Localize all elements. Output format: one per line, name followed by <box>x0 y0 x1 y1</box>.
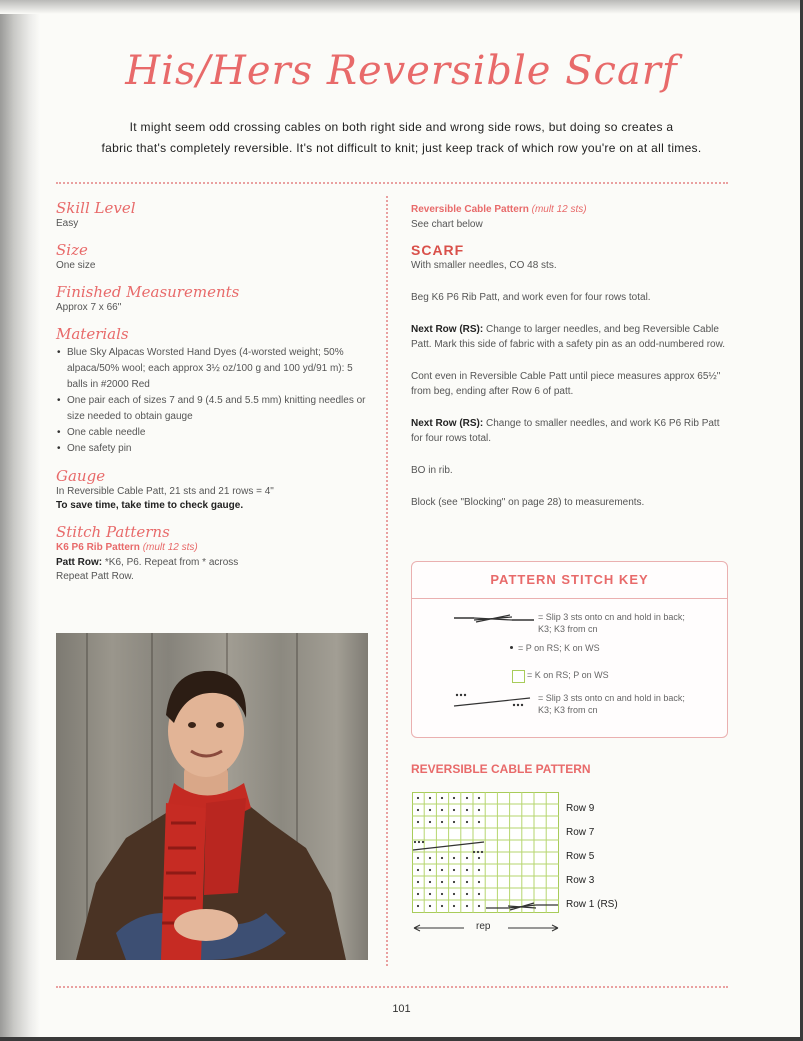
size-heading: Size <box>56 241 88 259</box>
patt-row <box>56 555 376 570</box>
skill-value: Easy <box>56 218 79 229</box>
size-value: One size <box>56 260 96 271</box>
key-item-2: = P on RS; K on WS <box>518 643 600 653</box>
scarf-p3-label: Next Row (RS): <box>411 324 484 335</box>
measurements-heading: Finished Measurements <box>56 283 240 301</box>
scarf-p4: Cont even in Reversible Cable Patt until piece measures approx 65½" from beg, ending after Row 6 of patt. <box>411 371 721 397</box>
materials-heading: Materials <box>56 325 129 343</box>
key-item-3: = K on RS; P on WS <box>527 670 609 680</box>
chart-row-label: Row 1 (RS) <box>566 899 618 910</box>
page-edge-bottom <box>0 1037 803 1041</box>
scarf-heading: SCARF <box>411 242 465 258</box>
scarf-p5-label: Next Row (RS): <box>411 418 484 429</box>
see-chart-text: See chart below <box>411 219 483 230</box>
gauge-note: To save time, take time to check gauge. <box>56 500 244 511</box>
patt-row-label: Patt Row: <box>56 557 103 568</box>
knit-square-icon <box>512 670 525 683</box>
k6p6-mult: (mult 12 sts) <box>142 542 198 553</box>
materials-item: • One cable needle <box>67 425 376 441</box>
scarf-p3 <box>411 322 729 352</box>
top-divider <box>56 182 728 184</box>
left-column <box>56 199 376 584</box>
page-top-shadow <box>0 0 803 14</box>
rep-label: rep <box>476 921 491 932</box>
stitch-key-heading: PATTERN STITCH KEY <box>412 562 727 599</box>
measurements-value: Approx 7 x 66" <box>56 302 122 313</box>
materials-list <box>56 345 376 457</box>
cable-right-symbol-icon <box>452 612 537 626</box>
intro-line-2: fabric that's completely reversible. It's not difficult to knit; just keep track of which row you're on at all times. <box>101 141 702 155</box>
scarf-p5 <box>411 416 729 446</box>
chart-row-label: Row 7 <box>566 827 595 838</box>
cable-left-symbol-icon <box>452 690 537 712</box>
skill-heading: Skill Level <box>56 199 136 217</box>
intro-text <box>60 117 743 159</box>
purl-dot-icon <box>510 646 513 649</box>
materials-item: • One pair each of sizes 7 and 9 (4.5 and 5.5 mm) knitting needles or size needed to obtain gauge <box>67 393 376 425</box>
right-column <box>411 203 729 510</box>
scarf-p3-text: Change to larger needles, and beg Reversible Cable Patt. Mark this side of fabric with a safety pin as an odd-numbered row. <box>411 324 726 350</box>
model-figure <box>56 633 368 960</box>
key-item-4: = Slip 3 sts onto cn and hold in back; K3; K3 from cn <box>538 693 685 715</box>
k6p6-title <box>56 541 376 555</box>
key-item-1: = Slip 3 sts onto cn and hold in back; K3; K3 from cn <box>538 612 685 634</box>
page-number: 101 <box>392 1003 411 1015</box>
chart-row-label: Row 9 <box>566 803 595 814</box>
k6p6-title-text: K6 P6 Rib Pattern <box>56 542 140 553</box>
cable-chart-grid <box>412 792 560 914</box>
chart-row-label: Row 5 <box>566 851 595 862</box>
rev-cable-title <box>411 203 729 217</box>
materials-item: • Blue Sky Alpacas Worsted Hand Dyes (4-worsted weight; 50% alpaca/50% wool; each approx 3½ oz/100 g and 100 yd/91 m): 5 balls in #2000 Red <box>67 345 376 393</box>
scarf-p7: Block (see "Blocking" on page 28) to measurements. <box>411 497 645 508</box>
intro-line-1: It might seem odd crossing cables on both right side and wrong side rows, but doing so creates a <box>129 120 674 134</box>
scarf-p2: Beg K6 P6 Rib Patt, and work even for four rows total. <box>411 292 651 303</box>
model-photo <box>56 633 368 960</box>
rev-cable-title-text: Reversible Cable Pattern <box>411 204 529 215</box>
gauge-heading: Gauge <box>56 467 106 485</box>
patt-row-text: *K6, P6. Repeat from * across <box>104 557 239 568</box>
page-spine-shadow <box>0 0 40 1041</box>
stitch-patterns-heading: Stitch Patterns <box>56 523 170 541</box>
page-title: His/Hers Reversible Scarf <box>125 48 678 94</box>
chart-row-label: Row 3 <box>566 875 595 886</box>
repeat-text: Repeat Patt Row. <box>56 571 134 582</box>
scarf-p1: With smaller needles, CO 48 sts. <box>411 260 557 271</box>
bottom-divider <box>56 986 728 988</box>
gauge-value: In Reversible Cable Patt, 21 sts and 21 rows = 4" <box>56 486 274 497</box>
rev-cable-mult: (mult 12 sts) <box>531 204 587 215</box>
stitch-key-box <box>411 561 728 738</box>
scarf-p6: BO in rib. <box>411 465 453 476</box>
chart-title: REVERSIBLE CABLE PATTERN <box>411 762 591 776</box>
materials-item: • One safety pin <box>67 441 376 457</box>
column-divider <box>386 196 388 966</box>
scarf-p5-text: Change to smaller needles, and work K6 P6 Rib Patt for four rows total. <box>411 418 720 444</box>
